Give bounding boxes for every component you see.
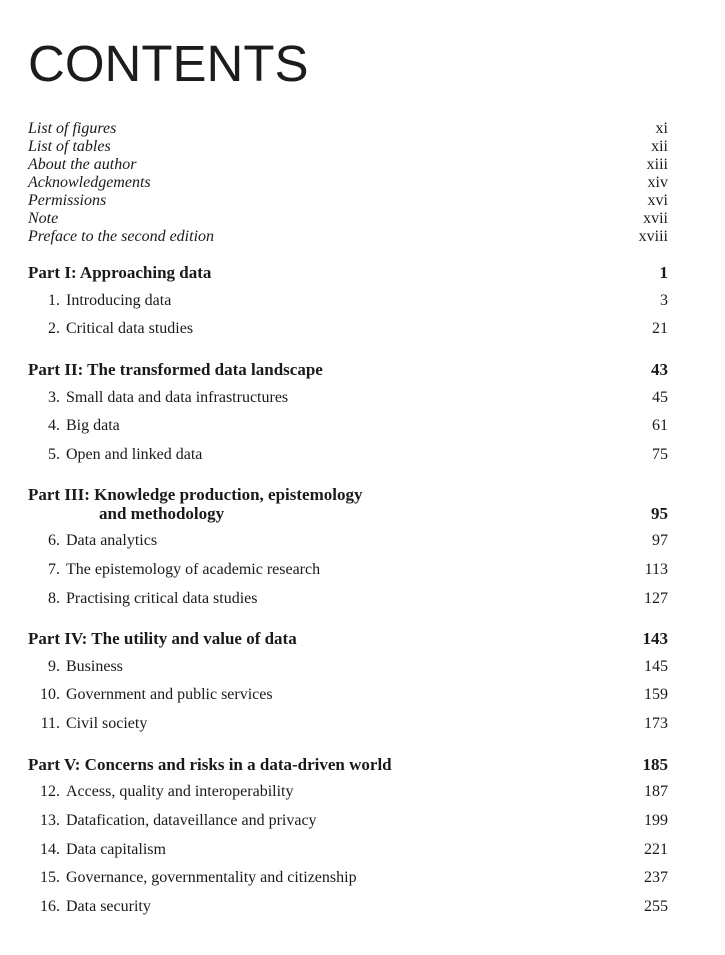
- toc-page-number: 145: [644, 658, 668, 675]
- toc-chapter-title: Access, quality and interoperability: [66, 783, 294, 800]
- toc-part-title: Part V: Concerns and risks in a data-driven world: [28, 755, 392, 774]
- toc-chapter-title: Civil society: [66, 715, 148, 732]
- toc-chapter-number: 6.: [48, 532, 60, 549]
- toc-chapter-title: Practising critical data studies: [66, 590, 258, 607]
- toc-page-number: 187: [644, 783, 668, 800]
- toc-front-item[interactable]: [28, 210, 668, 228]
- toc-page-number: 159: [644, 686, 668, 703]
- toc-front-item[interactable]: [28, 192, 668, 210]
- toc-front-label: Acknowledgements: [28, 174, 151, 191]
- toc-chapter-title: Government and public services: [66, 686, 273, 703]
- toc-chapter-item[interactable]: [28, 783, 668, 801]
- toc-chapter-title: Critical data studies: [66, 320, 194, 337]
- toc-page-number: 97: [652, 532, 668, 549]
- toc-chapter-item[interactable]: [28, 389, 668, 407]
- toc-chapter-number: 8.: [48, 590, 60, 607]
- toc-page-number: xvii: [643, 210, 668, 227]
- toc-page-number: 75: [652, 446, 668, 463]
- toc-chapter-item[interactable]: [28, 812, 668, 830]
- toc-chapter-number: 12.: [40, 783, 60, 800]
- toc-chapter-item[interactable]: [28, 841, 668, 859]
- toc-page-number: xvi: [647, 192, 668, 209]
- toc-page-number: 21: [652, 320, 668, 337]
- page-title: CONTENTS: [28, 35, 309, 92]
- toc-chapter-item[interactable]: [28, 869, 668, 887]
- toc-page-number: 237: [644, 869, 668, 886]
- toc-page-number: xii: [651, 138, 668, 155]
- toc-page-number: xiv: [647, 174, 668, 191]
- toc-chapter-item[interactable]: [28, 561, 668, 579]
- toc-chapter-item[interactable]: [28, 292, 668, 310]
- toc-chapter-title: The epistemology of academic research: [66, 561, 321, 578]
- toc-chapter-number: 14.: [40, 841, 60, 858]
- toc-front-label: Note: [28, 210, 59, 227]
- toc-page-number: 221: [644, 841, 668, 858]
- toc-chapter-item[interactable]: [28, 320, 668, 338]
- toc-front-item[interactable]: [28, 138, 668, 156]
- toc-chapter-number: 10.: [40, 686, 60, 703]
- toc-chapter-item[interactable]: [28, 658, 668, 676]
- toc-front-item[interactable]: [28, 156, 668, 174]
- toc-chapter-title: Small data and data infrastructures: [66, 389, 289, 406]
- toc-front-item[interactable]: [28, 120, 668, 138]
- toc-front-item[interactable]: [28, 174, 668, 192]
- toc-page-number: 199: [644, 812, 668, 829]
- toc-chapter-number: 3.: [48, 389, 60, 406]
- toc-page-number: 61: [652, 417, 668, 434]
- toc-chapter-title: Introducing data: [66, 292, 172, 309]
- toc-chapter-item[interactable]: [28, 898, 668, 916]
- toc-front-label: About the author: [28, 156, 137, 173]
- toc-chapter-title: Data analytics: [66, 532, 158, 549]
- toc-part-title: Part IV: The utility and value of data: [28, 629, 297, 648]
- toc-page-number: 95: [651, 504, 668, 523]
- toc-chapter-number: 5.: [48, 446, 60, 463]
- toc-part-heading[interactable]: [28, 755, 668, 775]
- toc-chapter-number: 9.: [48, 658, 60, 675]
- toc-chapter-title: Business: [66, 658, 123, 675]
- toc-part-title: Part I: Approaching data: [28, 263, 212, 282]
- toc-chapter-title: Open and linked data: [66, 446, 203, 463]
- toc-chapter-item[interactable]: [28, 715, 668, 733]
- toc-chapter-number: 1.: [48, 292, 60, 309]
- toc-page-number: 143: [642, 629, 668, 648]
- toc-part-heading[interactable]: [28, 263, 668, 283]
- toc-chapter-item[interactable]: [28, 446, 668, 464]
- toc-chapter-number: 15.: [40, 869, 60, 886]
- toc-page-number: 127: [644, 590, 668, 607]
- toc-chapter-title: Data capitalism: [66, 841, 166, 858]
- toc-part-heading[interactable]: [28, 485, 668, 523]
- toc-chapter-item[interactable]: [28, 590, 668, 608]
- toc-chapter-number: 2.: [48, 320, 60, 337]
- toc-front-label: Preface to the second edition: [28, 228, 215, 245]
- toc-page-number: xviii: [638, 228, 668, 245]
- toc-chapter-title: Data security: [66, 898, 151, 915]
- toc-part-title-continued: and methodology: [99, 504, 225, 523]
- toc-chapter-item[interactable]: [28, 532, 668, 550]
- toc-page-number: 173: [644, 715, 668, 732]
- toc-chapter-number: 11.: [40, 715, 60, 732]
- toc-page-number: 1: [659, 263, 668, 282]
- toc-chapter-number: 13.: [40, 812, 60, 829]
- toc-front-item[interactable]: [28, 228, 668, 246]
- toc-page-number: xiii: [646, 156, 668, 173]
- toc-chapter-number: 4.: [48, 417, 60, 434]
- toc-chapter-title: Governance, governmentality and citizenship: [66, 869, 357, 886]
- toc-front-label: List of figures: [28, 120, 117, 137]
- toc-chapter-item[interactable]: [28, 417, 668, 435]
- toc-chapter-title: Datafication, dataveillance and privacy: [66, 812, 317, 829]
- toc-chapter-title: Big data: [66, 417, 120, 434]
- toc-chapter-number: 7.: [48, 561, 60, 578]
- toc-chapter-item[interactable]: [28, 686, 668, 704]
- toc-page-number: xi: [655, 120, 668, 137]
- toc-page-number: 255: [644, 898, 668, 915]
- toc-page-number: 43: [651, 360, 668, 379]
- toc-page-number: 113: [644, 561, 668, 578]
- toc-page-number: 3: [660, 292, 668, 309]
- toc-part-heading[interactable]: [28, 629, 668, 649]
- toc-part-heading[interactable]: [28, 360, 668, 380]
- toc-front-label: Permissions: [28, 192, 107, 209]
- toc-front-label: List of tables: [28, 138, 111, 155]
- toc-part-title: Part III: Knowledge production, epistemology: [28, 485, 363, 504]
- toc-part-title: Part II: The transformed data landscape: [28, 360, 323, 379]
- toc-page-number: 185: [642, 755, 668, 774]
- toc-page-number: 45: [652, 389, 668, 406]
- toc-chapter-number: 16.: [40, 898, 60, 915]
